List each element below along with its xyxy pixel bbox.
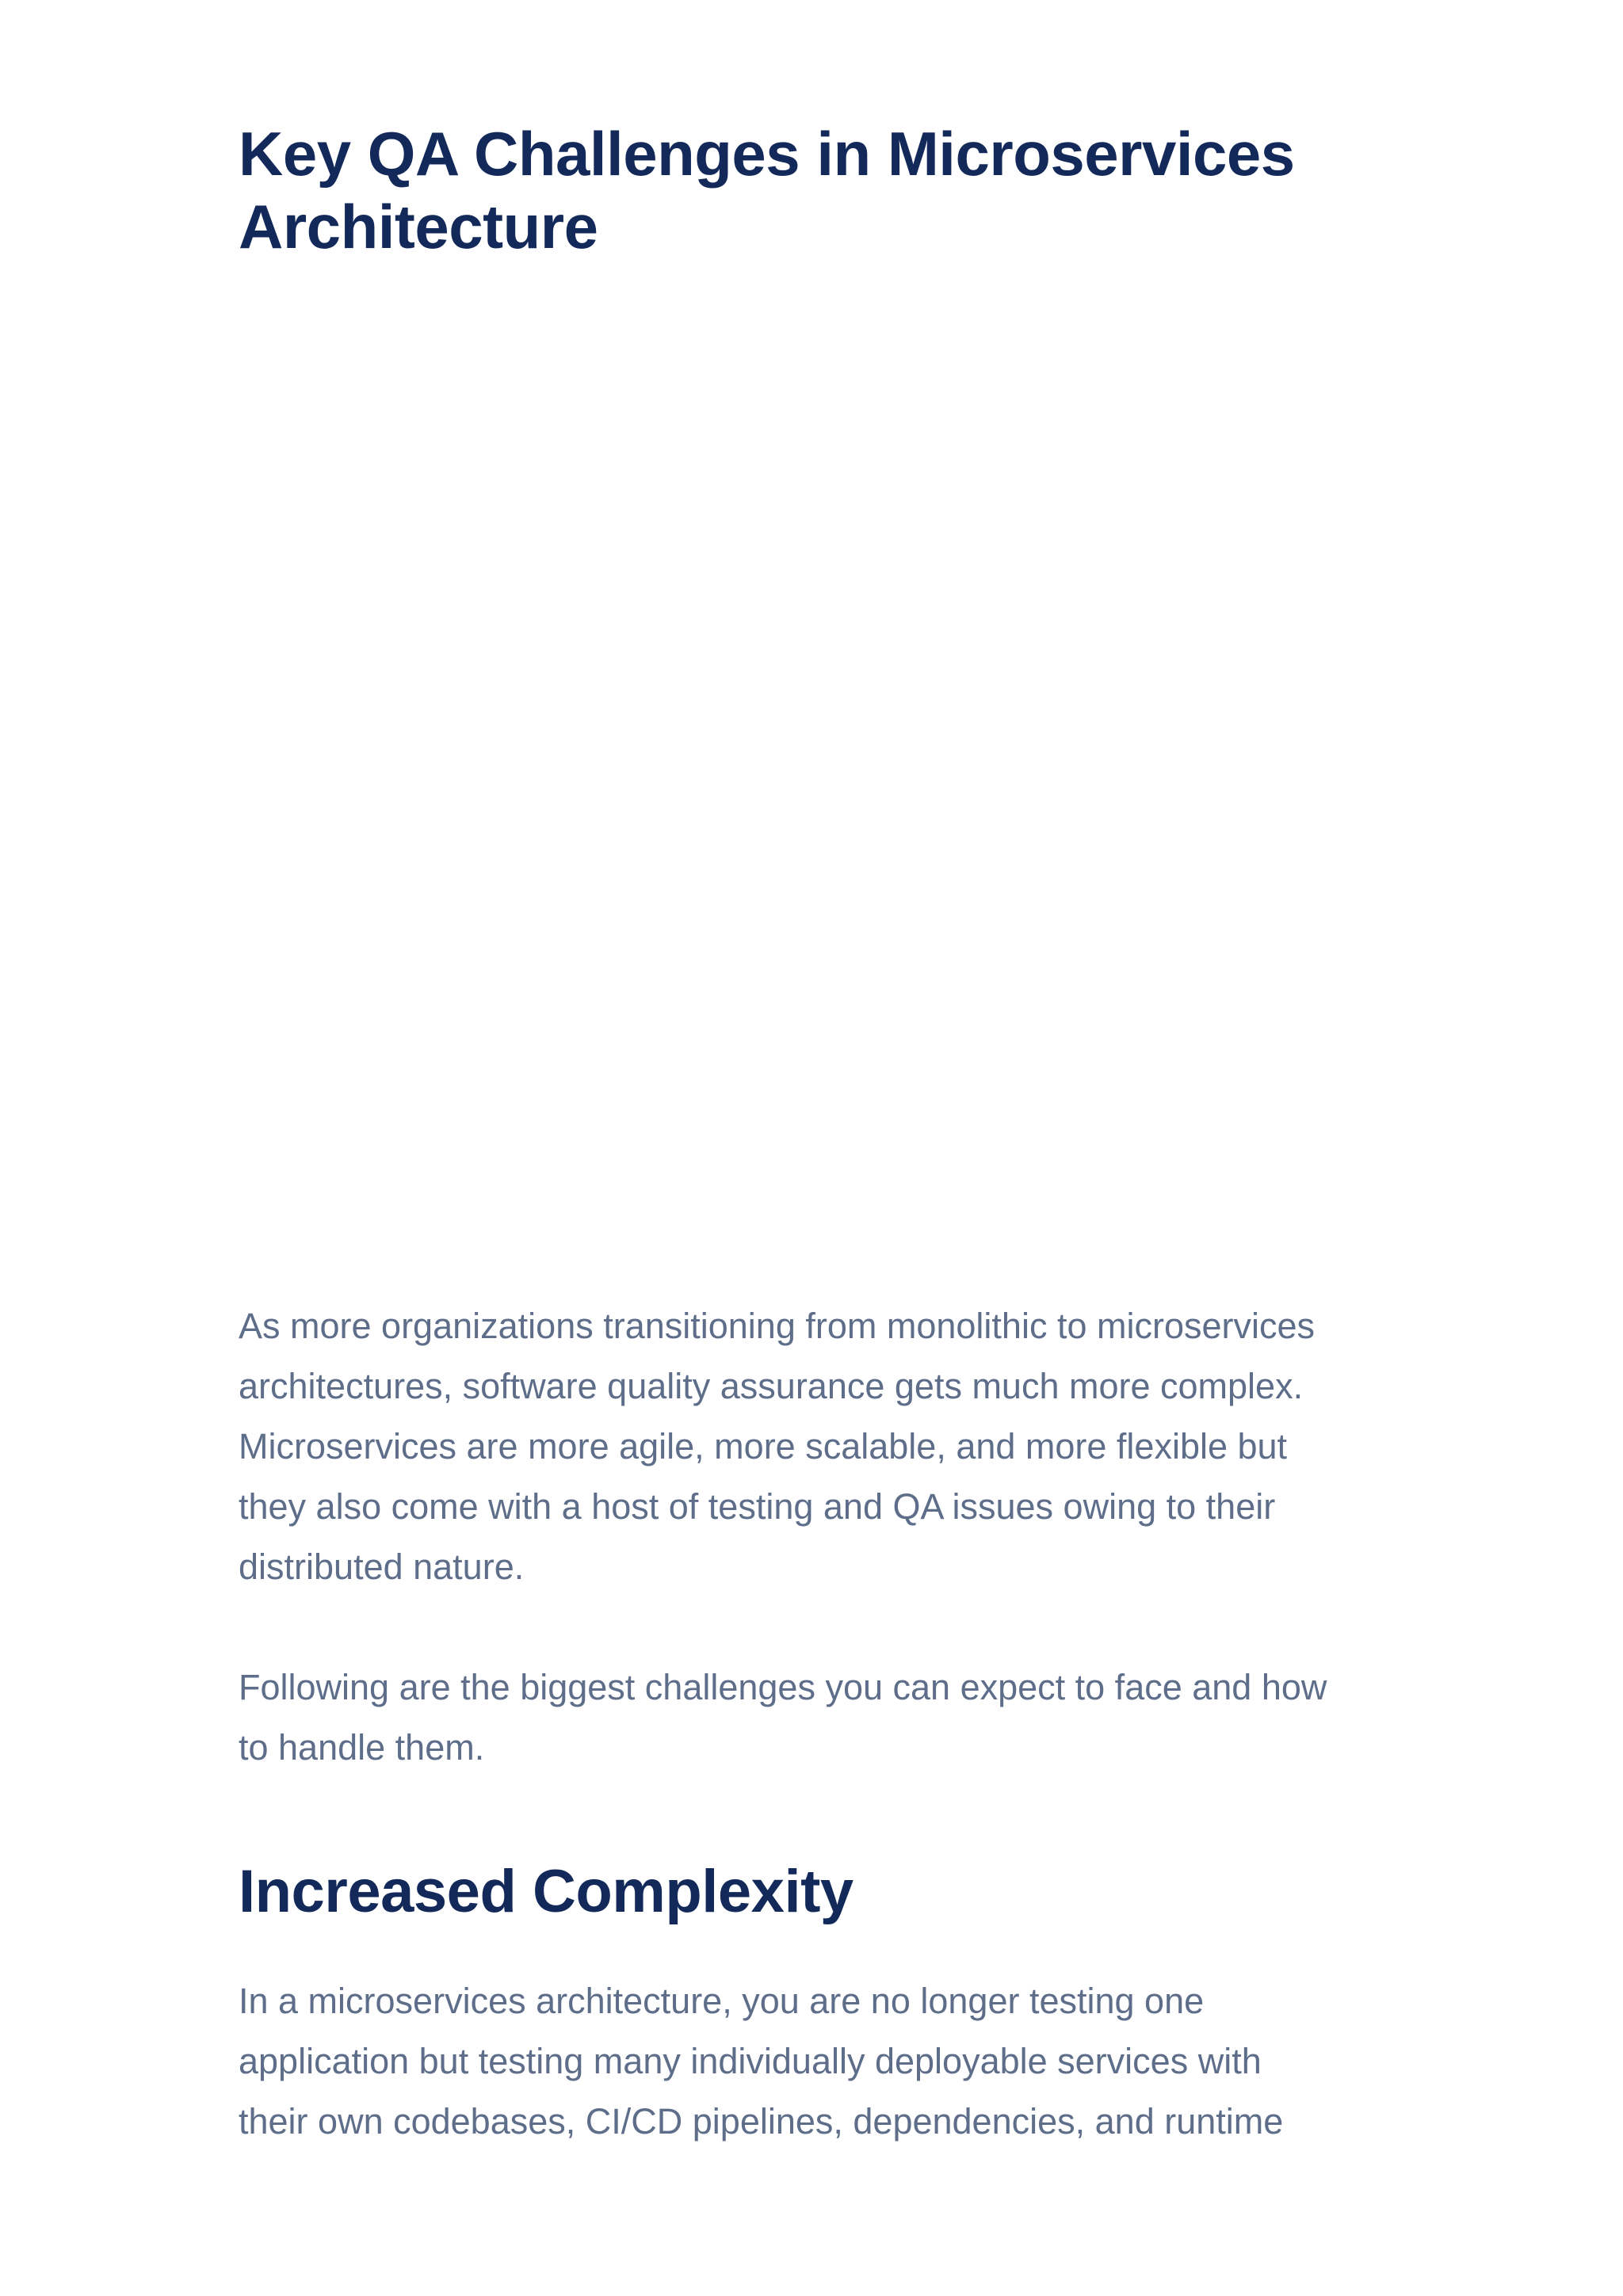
paragraph-line: distributed nature. [239,1547,525,1587]
section-heading: Increased Complexity [239,1858,854,1925]
paragraph-line: Following are the biggest challenges you can expect to face and how [239,1667,1327,1707]
paragraph-line: As more organizations transitioning from monolithic to microservices [239,1306,1316,1346]
page-title-line: Key QA Challenges in Microservices [239,119,1295,189]
paragraph-line: their own codebases, CI/CD pipelines, dependencies, and runtime [239,2101,1284,2142]
paragraph-line: they also come with a host of testing and QA issues owing to their [239,1486,1276,1527]
page-title-line: Architecture [239,192,598,261]
lead-paragraph [239,1657,1451,1778]
hero-image-area [239,301,1451,1252]
section-paragraph [239,1971,1451,2152]
page-title [239,117,1451,263]
paragraph-line: Microservices are more agile, more scalable, and more flexible but [239,1426,1288,1466]
intro-paragraph [239,1296,1451,1597]
paragraph-line: architectures, software quality assurance gets much more complex. [239,1366,1304,1406]
paragraph-line: In a microservices architecture, you are no longer testing one [239,1981,1205,2021]
paragraph-line: to handle them. [239,1727,485,1768]
paragraph-line: application but testing many individually deployable services with [239,2041,1262,2081]
